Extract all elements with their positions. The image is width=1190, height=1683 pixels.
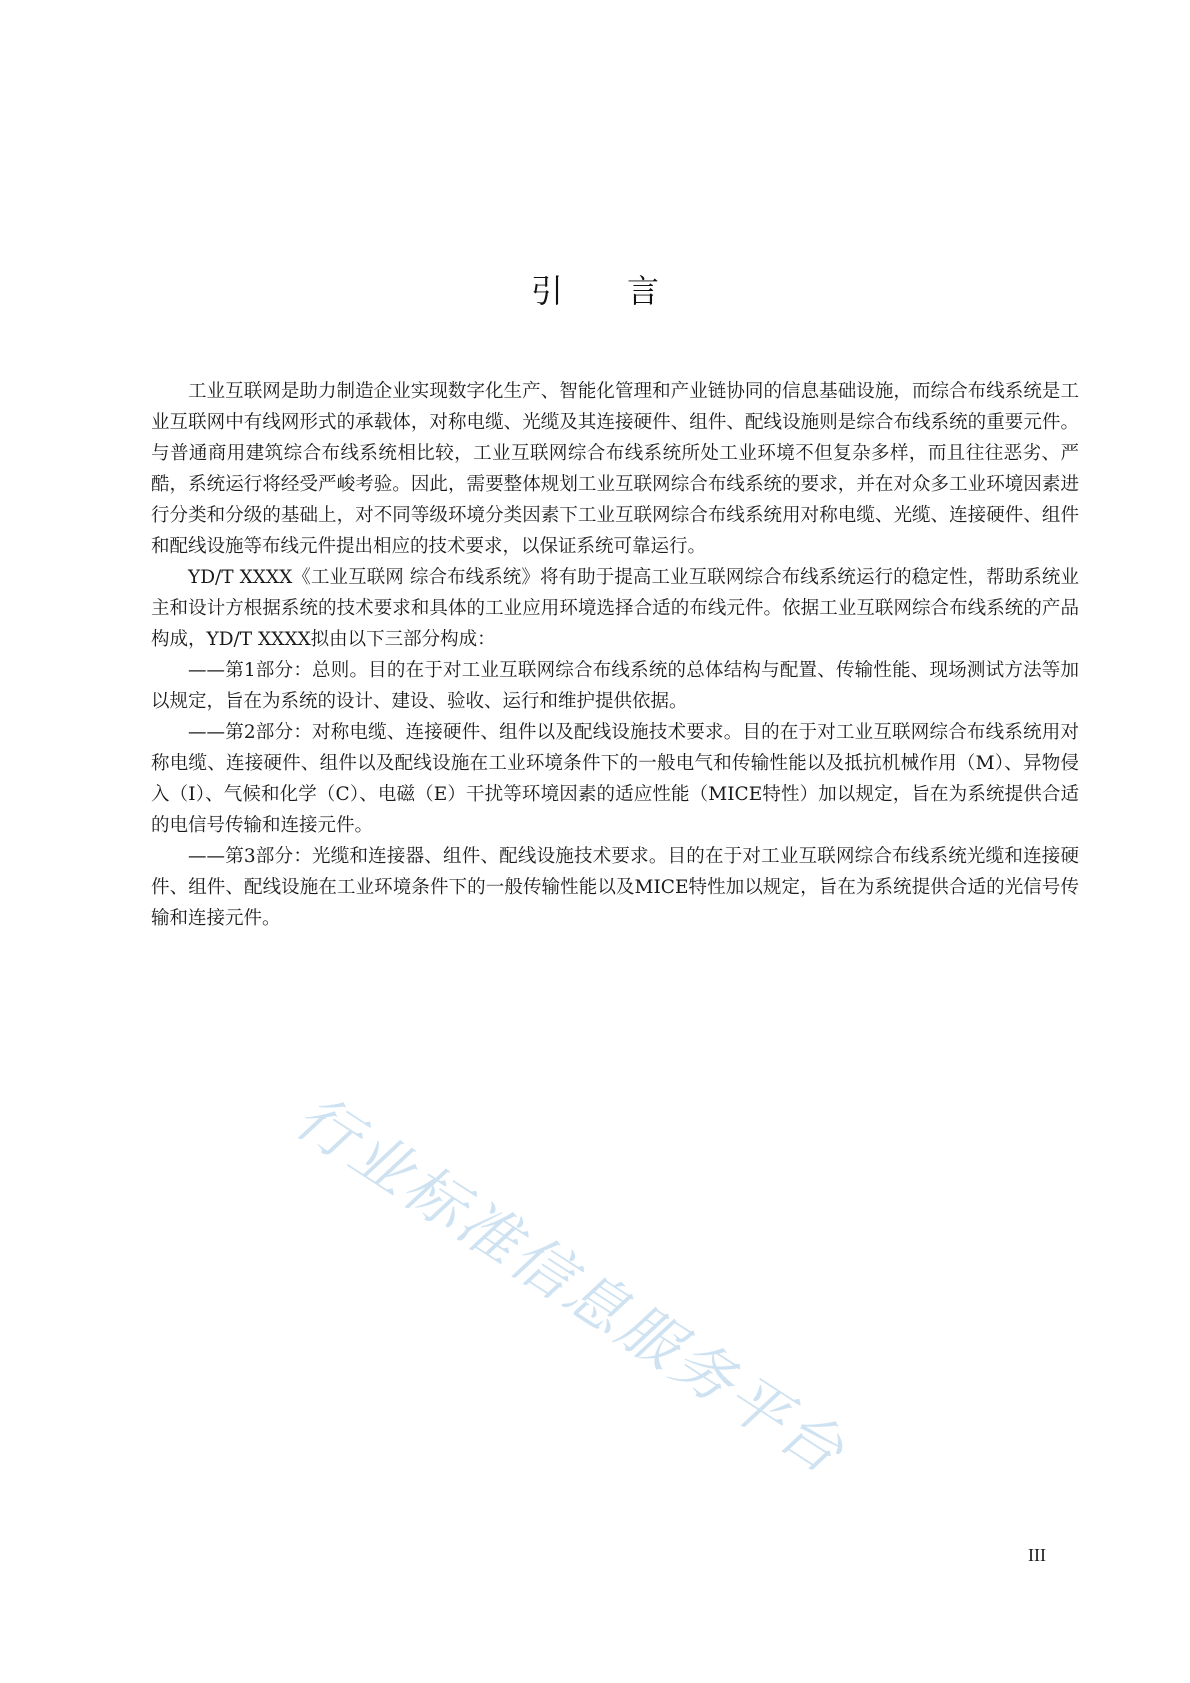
paragraph: ——第2部分：对称电缆、连接硬件、组件以及配线设施技术要求。目的在于对工业互联网综合布线系统用对称电缆、连接硬件、组件以及配线设施在工业环境条件下的一般电气和传输性能以及抵抗机械作用（M）、异物侵入（I）、气候和化学（C）、电磁（E）干扰等环境因素的适应性能（MICE特性）加以规定，旨在为系统提供合适的电信号传输和连接元件。 — [151, 722, 1079, 836]
page-number: III — [1028, 1545, 1046, 1565]
paragraph: ——第1部分：总则。目的在于对工业互联网综合布线系统的总体结构与配置、传输性能、现场测试方法等加以规定，旨在为系统的设计、建设、验收、运行和维护提供依据。 — [151, 660, 1079, 712]
page-title — [0, 266, 1190, 312]
paragraph: 工业互联网是助力制造企业实现数字化生产、智能化管理和产业链协同的信息基础设施，而综合布线系统是工业互联网中有线网形式的承载体，对称电缆、光缆及其连接硬件、组件、配线设施则是综合布线系统的重要元件。与普通商用建筑综合布线系统相比较，工业互联网综合布线系统所处工业环境不但复杂多样，而且往往恶劣、严酷，系统运行将经受严峻考验。因此，需要整体规划工业互联网综合布线系统的要求，并在对众多工业环境因素进行分类和分级的基础上，对不同等级环境分类因素下工业互联网综合布线系统用对称电缆、光缆、连接硬件、组件和配线设施等布线元件提出相应的技术要求，以保证系统可靠运行。 — [151, 381, 1079, 557]
title-char-1: 引 — [530, 272, 563, 310]
paragraph: ——第3部分：光缆和连接器、组件、配线设施技术要求。目的在于对工业互联网综合布线系统光缆和连接硬件、组件、配线设施在工业环境条件下的一般传输性能以及MICE特性加以规定，旨在为系统提供合适的光信号传输和连接元件。 — [151, 846, 1079, 929]
paragraph: YD/T XXXX《工业互联网 综合布线系统》将有助于提高工业互联网综合布线系统运行的稳定性，帮助系统业主和设计方根据系统的技术要求和具体的工业应用环境选择合适的布线元件。依据工业互联网综合布线系统的产品构成，YD/T XXXX拟由以下三部分构成： — [151, 567, 1079, 650]
watermark: 行业标准信息服务平台 — [283, 1081, 859, 1490]
introduction-body — [151, 376, 1079, 934]
title-char-2: 言 — [627, 272, 660, 310]
